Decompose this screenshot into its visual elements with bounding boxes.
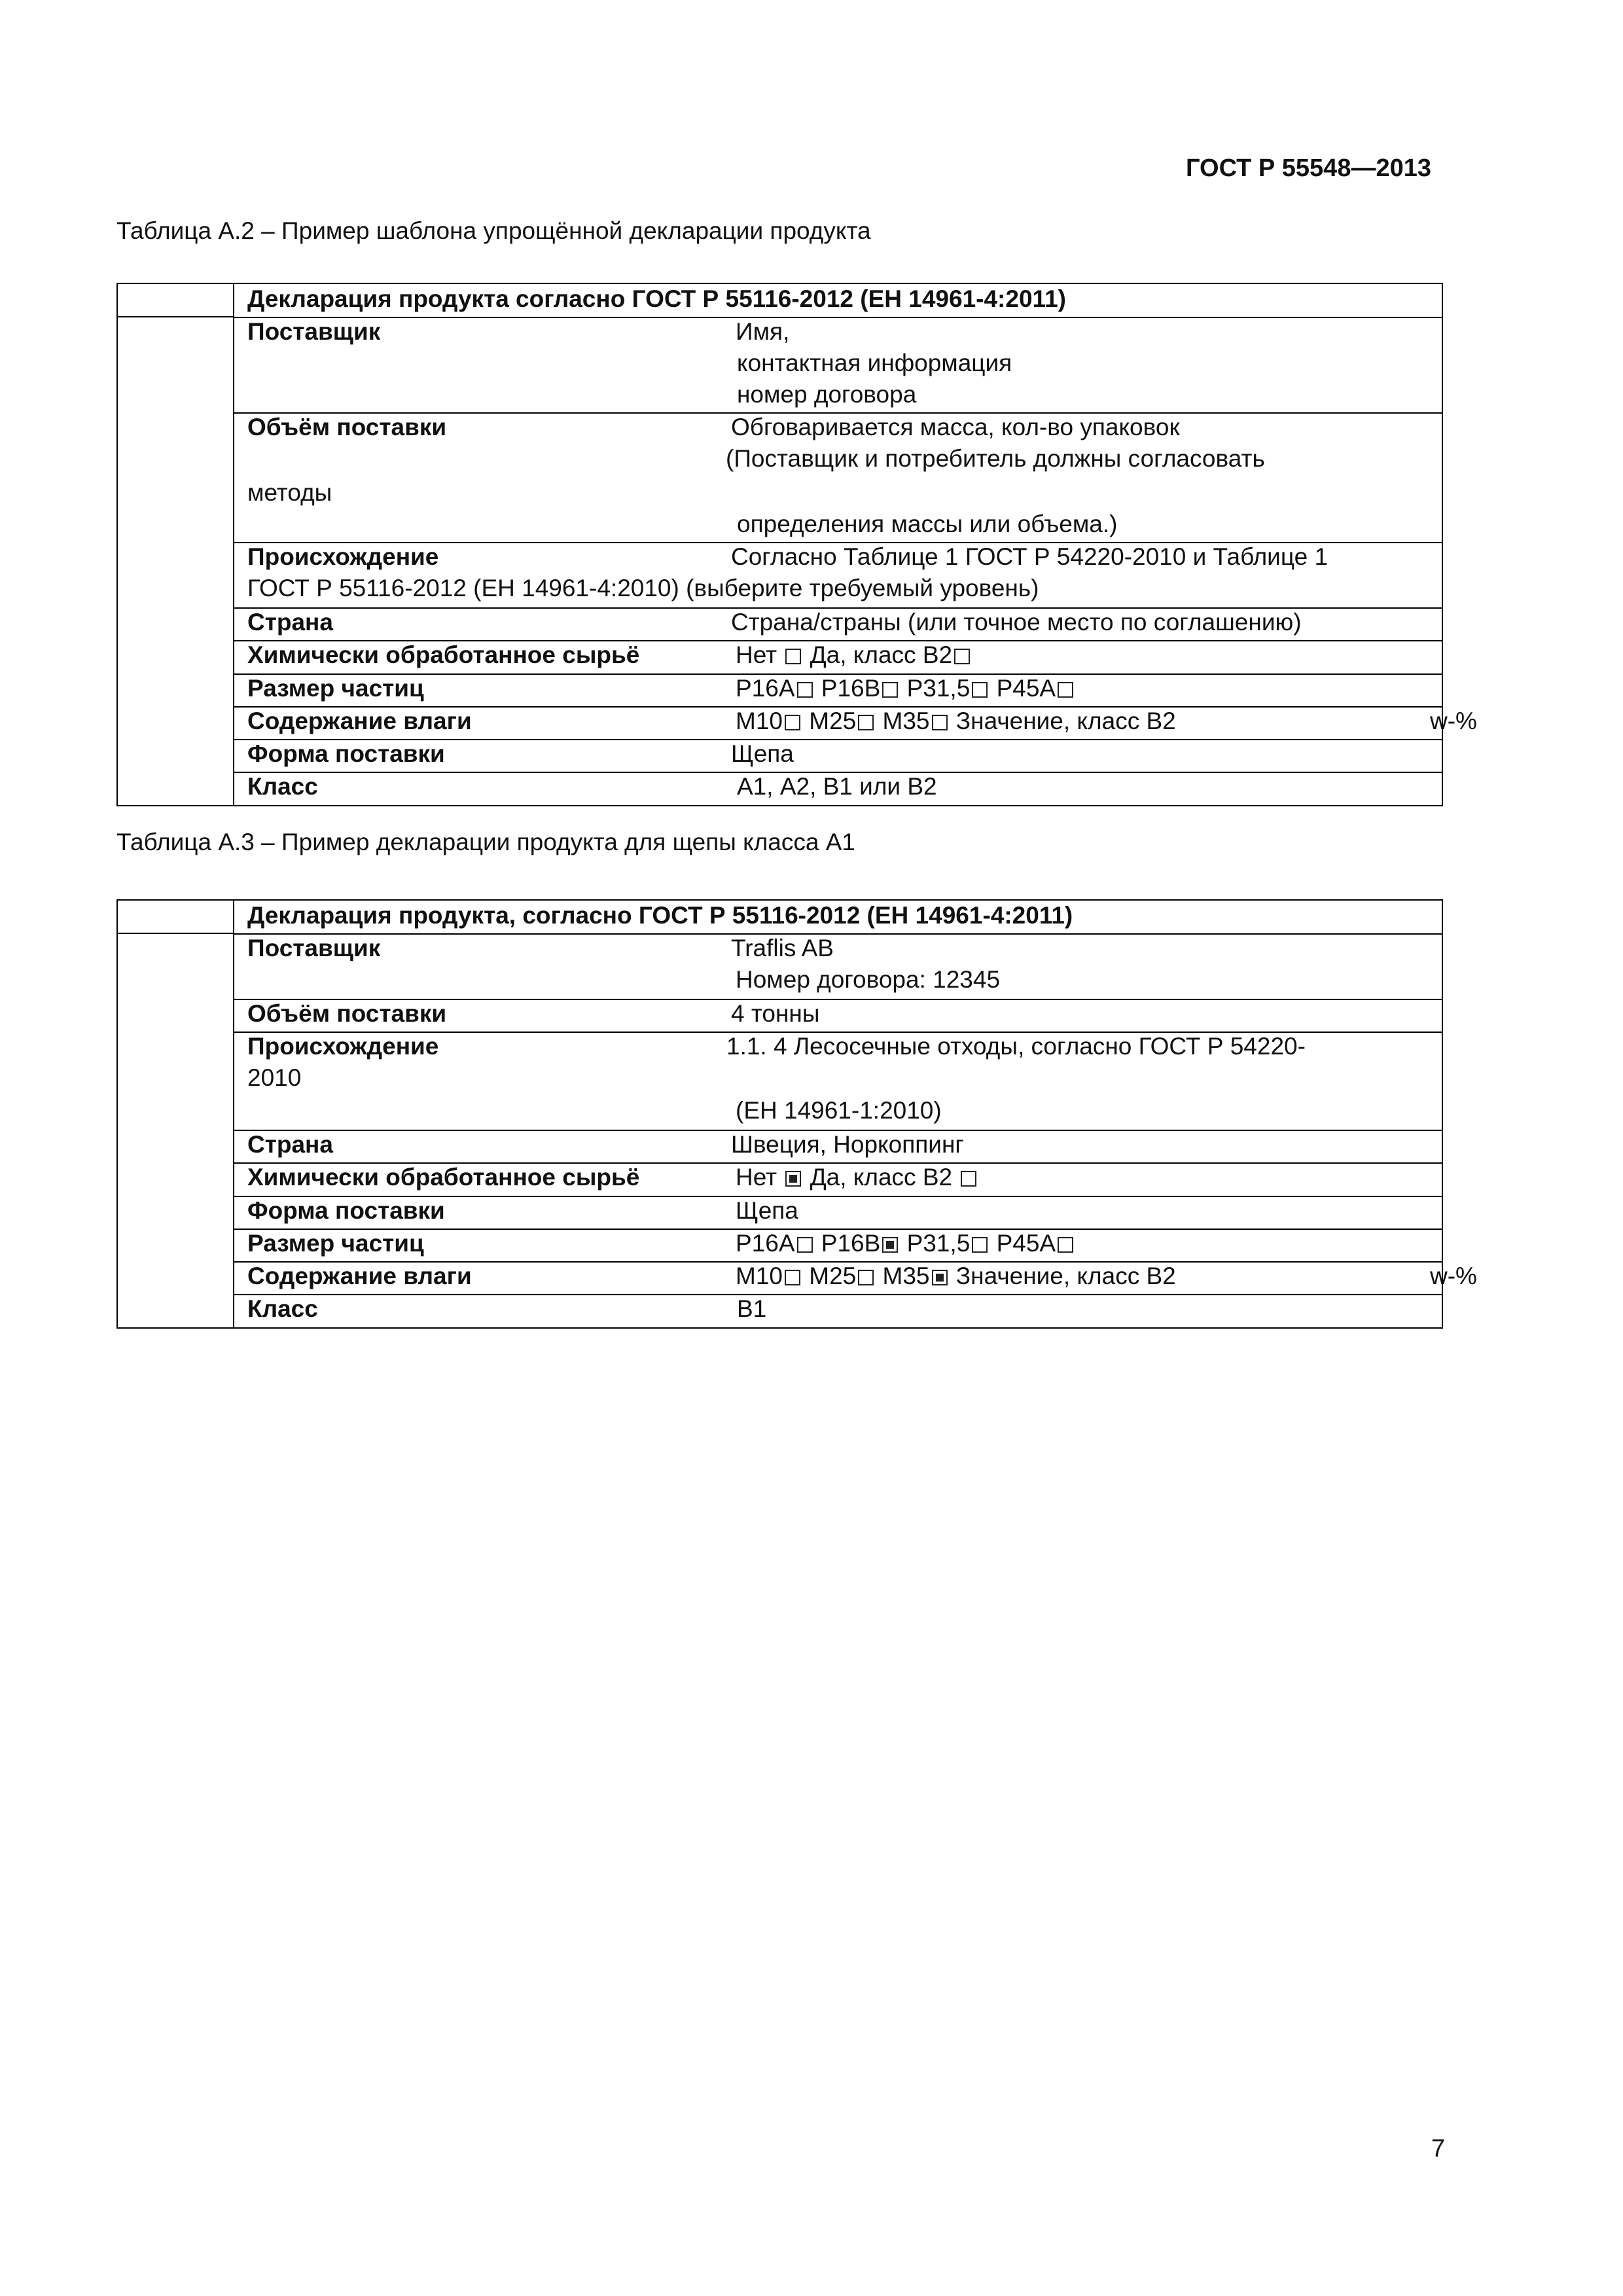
row-label: Объём поставки bbox=[247, 1000, 447, 1027]
table-a2-row-form bbox=[234, 739, 1442, 772]
option-no-label: Нет bbox=[736, 1164, 777, 1191]
origin-line-2: 2010 bbox=[247, 1064, 302, 1091]
option-label: Значение, класс В2 bbox=[955, 708, 1176, 734]
option-label: Значение, класс В2 bbox=[955, 1263, 1176, 1289]
country-value: Страна/страны (или точное место по соглашению) bbox=[731, 609, 1302, 636]
option-label: Р45А bbox=[996, 675, 1056, 702]
option-label: Р16А bbox=[736, 675, 795, 702]
table-a2-row-origin bbox=[234, 542, 1442, 607]
row-label: Форма поставки bbox=[247, 740, 445, 767]
table-a2-row-moisture bbox=[234, 706, 1477, 739]
checkbox-m10[interactable] bbox=[785, 715, 800, 730]
form-value: Щепа bbox=[736, 1197, 798, 1224]
option-label: Р31,5 bbox=[906, 1230, 971, 1257]
checkbox-no[interactable] bbox=[785, 649, 801, 664]
checkbox-p45a[interactable] bbox=[1058, 1237, 1073, 1253]
checkbox-m35-checked[interactable] bbox=[932, 1270, 948, 1285]
volume-line-4: определения массы или объема.) bbox=[737, 511, 1118, 537]
supplier-name: Имя, bbox=[736, 318, 790, 345]
volume-value: 4 тонны bbox=[731, 1000, 820, 1027]
row-label: Страна bbox=[247, 1131, 333, 1158]
option-no-label: Нет bbox=[736, 641, 777, 668]
volume-line-1: Обговаривается масса, кол-во упаковок bbox=[731, 414, 1180, 440]
row-label: Размер частиц bbox=[247, 1230, 424, 1257]
class-value: В1 bbox=[737, 1295, 767, 1322]
table-a3-row-particle bbox=[234, 1229, 1442, 1261]
option-label: Р31,5 bbox=[906, 675, 971, 702]
table-a3-row-volume bbox=[234, 999, 1442, 1031]
row-label: Происхождение bbox=[247, 1033, 439, 1060]
option-label: Р16В bbox=[821, 675, 881, 702]
table-a2-row-chemical bbox=[234, 640, 1442, 673]
table-a3-title: Декларация продукта, согласно ГОСТ Р 55116-2012 (ЕН 14961-4:2011) bbox=[247, 902, 1073, 929]
table-a3-left-header-cell bbox=[118, 933, 233, 934]
table-a3-title-row bbox=[234, 901, 1442, 933]
row-label: Размер частиц bbox=[247, 675, 424, 702]
checkbox-yes[interactable] bbox=[961, 1171, 976, 1187]
table-a2-title-row bbox=[234, 284, 1442, 317]
particle-options bbox=[736, 1227, 1075, 1260]
table-a2-row-class bbox=[234, 772, 1442, 805]
row-label: Содержание влаги bbox=[247, 1263, 472, 1289]
particle-options bbox=[736, 672, 1075, 705]
row-label: Поставщик bbox=[247, 935, 381, 961]
table-a2-row-particle bbox=[234, 673, 1442, 706]
table-a3 bbox=[116, 899, 1477, 1329]
form-value: Щепа bbox=[731, 740, 794, 767]
table-a3-row-class bbox=[234, 1294, 1442, 1327]
checkbox-p45a[interactable] bbox=[1058, 682, 1073, 698]
supplier-contract: Номер договора: 12345 bbox=[736, 966, 1001, 993]
moisture-unit: w-% bbox=[1430, 1263, 1477, 1289]
table-a3-row-chemical bbox=[234, 1162, 1442, 1196]
checkbox-m35[interactable] bbox=[932, 715, 948, 730]
checkbox-p16b[interactable] bbox=[882, 682, 898, 698]
table-a3-row-origin bbox=[234, 1031, 1442, 1130]
option-label: Р16В bbox=[821, 1230, 881, 1257]
row-label: Поставщик bbox=[247, 318, 381, 345]
moisture-options bbox=[736, 705, 1176, 738]
table-a3-caption: Таблица А.3 – Пример декларации продукта для щепы класса А1 bbox=[116, 829, 855, 855]
supplier-name: Traflis AB bbox=[731, 935, 834, 961]
row-label: Происхождение bbox=[247, 543, 439, 570]
table-a3-row-moisture bbox=[234, 1261, 1477, 1294]
supplier-contact: контактная информация bbox=[737, 350, 1012, 376]
option-label: М25 bbox=[809, 708, 857, 734]
chemical-options bbox=[736, 639, 972, 672]
checkbox-p16a[interactable] bbox=[797, 1237, 813, 1253]
checkbox-m25[interactable] bbox=[858, 715, 874, 730]
option-label: Р16А bbox=[736, 1230, 795, 1257]
checkbox-yes[interactable] bbox=[954, 649, 970, 664]
row-label: Страна bbox=[247, 609, 333, 636]
table-a2-row-volume bbox=[234, 412, 1442, 542]
option-label: Р45А bbox=[996, 1230, 1056, 1257]
option-label: М10 bbox=[736, 708, 783, 734]
checkbox-m25[interactable] bbox=[858, 1270, 874, 1285]
option-label: М35 bbox=[882, 1263, 930, 1289]
checkbox-p16a[interactable] bbox=[797, 682, 813, 698]
table-a2-caption: Таблица А.2 – Пример шаблона упрощённой декларации продукта bbox=[116, 217, 871, 244]
page-number: 7 bbox=[1431, 2135, 1445, 2162]
option-yes-label: Да, класс В2 bbox=[810, 1164, 953, 1191]
table-a2 bbox=[116, 283, 1477, 806]
option-label: М25 bbox=[809, 1263, 857, 1289]
chemical-options bbox=[736, 1161, 978, 1194]
origin-line-2: ГОСТ Р 55116-2012 (ЕН 14961-4:2010) (выберите требуемый уровень) bbox=[247, 575, 1039, 601]
volume-line-2: (Поставщик и потребитель должны согласовать bbox=[726, 445, 1265, 472]
moisture-unit: w-% bbox=[1430, 708, 1477, 734]
checkbox-m10[interactable] bbox=[785, 1270, 800, 1285]
row-label: Класс bbox=[247, 1295, 318, 1322]
table-a2-row-country bbox=[234, 607, 1442, 640]
row-label: Химически обработанное сырьё bbox=[247, 641, 640, 668]
option-yes-label: Да, класс В2 bbox=[810, 641, 953, 668]
table-a3-row-form bbox=[234, 1196, 1442, 1229]
checkbox-p315[interactable] bbox=[972, 1237, 988, 1253]
row-label: Форма поставки bbox=[247, 1197, 445, 1224]
document-code: ГОСТ Р 55548—2013 bbox=[1186, 154, 1431, 182]
table-a3-left-column bbox=[118, 901, 234, 1327]
table-a3-row-supplier bbox=[234, 933, 1442, 999]
volume-line-3: методы bbox=[247, 479, 332, 506]
table-a2-left-column bbox=[118, 284, 234, 805]
table-a2-row-supplier bbox=[234, 317, 1442, 412]
table-a2-title: Декларация продукта согласно ГОСТ Р 55116-2012 (ЕН 14961-4:2011) bbox=[247, 285, 1066, 312]
checkbox-p315[interactable] bbox=[972, 682, 988, 698]
supplier-contract: номер договора bbox=[737, 381, 917, 408]
origin-line-1: 1.1. 4 Лесосечные отходы, согласно ГОСТ Р 54220- bbox=[726, 1033, 1306, 1060]
row-label: Химически обработанное сырьё bbox=[247, 1164, 640, 1191]
option-label: М35 bbox=[882, 708, 930, 734]
origin-line-1: Согласно Таблице 1 ГОСТ Р 54220-2010 и Таблице 1 bbox=[731, 543, 1329, 570]
moisture-options bbox=[736, 1260, 1176, 1293]
table-a3-row-country bbox=[234, 1130, 1442, 1162]
checkbox-no-checked[interactable] bbox=[785, 1171, 801, 1187]
class-value: А1, А2, В1 или В2 bbox=[737, 773, 937, 800]
row-label: Объём поставки bbox=[247, 414, 447, 440]
checkbox-p16b-checked[interactable] bbox=[882, 1237, 898, 1253]
row-label: Содержание влаги bbox=[247, 708, 472, 734]
row-label: Класс bbox=[247, 773, 318, 800]
origin-line-3: (ЕН 14961-1:2010) bbox=[736, 1097, 942, 1124]
option-label: М10 bbox=[736, 1263, 783, 1289]
country-value: Швеция, Норкоппинг bbox=[731, 1131, 964, 1158]
table-a2-left-header-cell bbox=[118, 316, 233, 317]
